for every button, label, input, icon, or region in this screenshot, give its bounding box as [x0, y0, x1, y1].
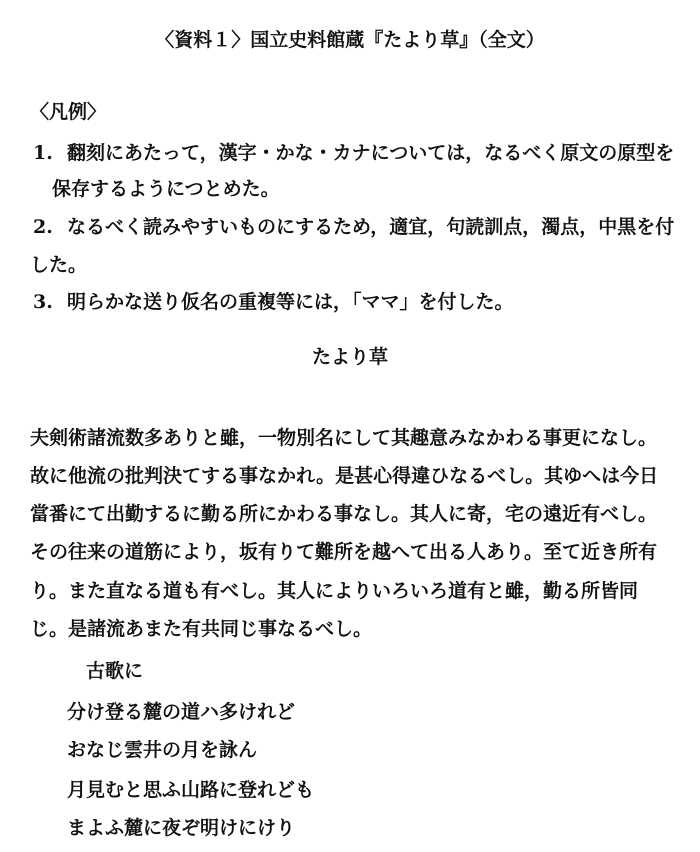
poem-heading: 古歌に: [86, 660, 144, 682]
body-line: 故に他流の批判決てする事なかれ。是甚心得違ひなるべし。其ゆへは今日: [30, 465, 659, 487]
body-line: 夫剣術諸流数多ありと雖，一物別名にして其趣意みなかわる事更になし。: [30, 427, 658, 449]
poem-line: まよふ麓に夜ぞ明けにけり: [67, 817, 296, 839]
body-line: その往来の道筋により，坂有りて難所を越へて出る人あり。至て近き所有: [30, 541, 658, 563]
legend-heading: 〈凡例〉: [30, 101, 107, 123]
poem-line: おなじ雲井の月を詠ん: [67, 739, 258, 761]
legend-item-text: なるべく読みやすいものにするため，適宜，句読訓点，濁点，中黒を付: [67, 216, 675, 238]
document-title: 〈資料１〉国立史料館蔵『たより草』（全文）: [155, 29, 545, 51]
legend-item-number: 3.: [33, 291, 53, 313]
legend-item-text: 明らかな送り仮名の重複等には，「ママ」を付した。: [67, 291, 514, 313]
body-line: 當番にて出勤するに勤る所にかわる事なし。其人に寄，宅の遠近有べし。: [30, 503, 658, 525]
poem-line: 分け登る麓の道ハ多けれど: [67, 701, 296, 723]
legend-item-text: 翻刻にあたって，漢字・かな・カナについては，なるべく原文の原型を: [67, 142, 675, 164]
legend-item-1: [33, 141, 674, 165]
body-line: じ。是諸流あまた有共同じ事なるべし。: [30, 618, 373, 640]
legend-item-1-continuation: 保存するようにつとめた。: [52, 178, 280, 200]
poem-line: 月見むと思ふ山路に登れども: [67, 779, 315, 801]
legend-item-2: [33, 215, 674, 239]
legend-item-2-continuation: した。: [30, 254, 88, 276]
legend-item-number: 2.: [33, 216, 53, 238]
legend-item-3: [33, 290, 514, 314]
body-line: り。また直なる道も有べし。其人によりいろいろ道有と雖，勤る所皆同: [30, 580, 639, 602]
section-title: たより草: [311, 346, 388, 368]
legend-item-number: 1.: [33, 142, 53, 164]
